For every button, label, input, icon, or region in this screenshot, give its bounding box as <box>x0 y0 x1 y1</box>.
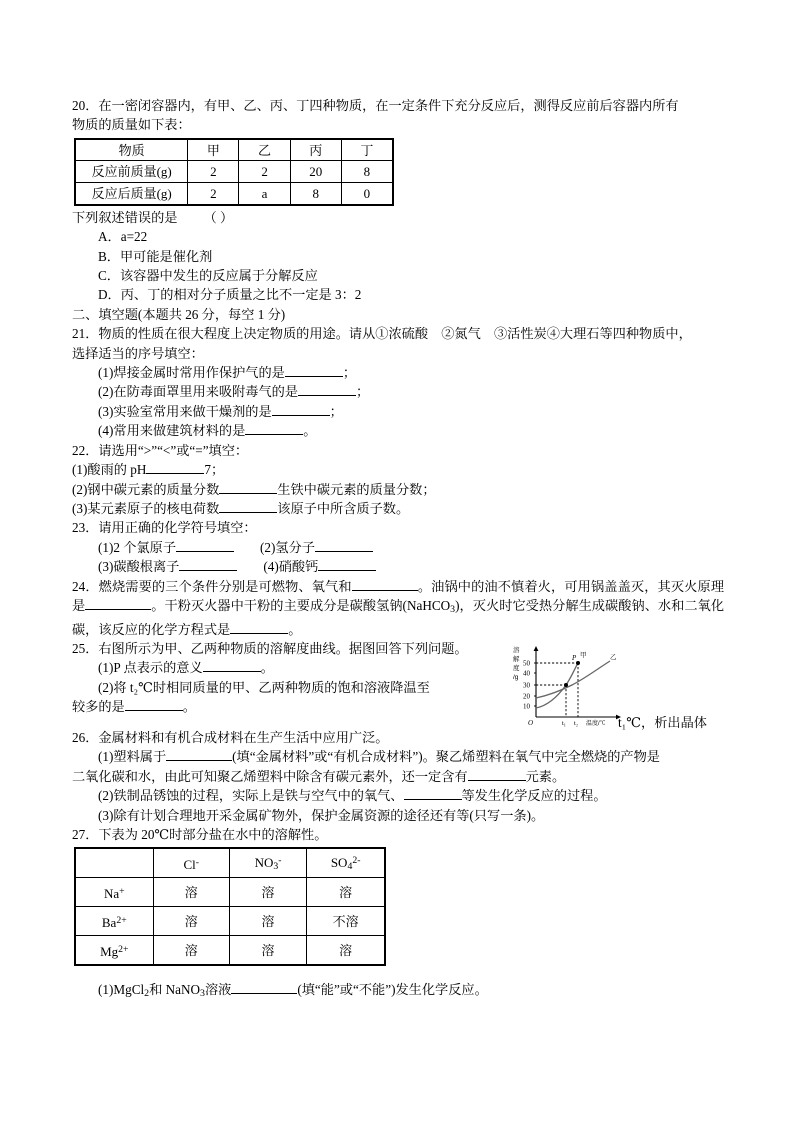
q22-item-2 <box>72 480 724 499</box>
q20-row1-bing: 8 <box>290 183 341 205</box>
q21-item-4 <box>72 421 724 440</box>
solubility-chart-svg <box>510 641 632 727</box>
table-row <box>75 936 385 966</box>
q24-seg6: 和二氧化碳，该反应的化学方程式是 <box>72 597 725 637</box>
q27-cell-1-1: 溶 <box>229 907 306 936</box>
q20-header-bing: 丙 <box>290 139 341 161</box>
q21-item-3-post: ； <box>329 403 343 419</box>
q23-stem: 23．请用正确的化学符号填空： <box>72 520 257 536</box>
table-row <box>75 848 385 878</box>
q27-cell-0-2: 溶 <box>307 878 385 907</box>
y-axis-label-char-3: /g <box>513 673 519 681</box>
q25-item-2-post: 。 <box>182 699 196 715</box>
q20-prompt: 下列叙述错误的是 <box>72 209 178 225</box>
point-p-label: P <box>572 653 577 662</box>
q23-row-2 <box>72 557 724 576</box>
q27-row-0-ion <box>75 878 153 907</box>
x-tick-t2: t₂ <box>574 719 579 727</box>
q21-item-2-blank[interactable] <box>298 395 356 396</box>
q23-item-2-label: (2)氢分子 <box>260 539 315 555</box>
q20-row1-label: 反应后质量(g) <box>75 183 188 205</box>
q24-seg1: 24．燃烧需要的三个条件分别是可燃物、氧气和 <box>72 578 352 594</box>
q25-item-2-line2-text: 较多的是 <box>72 699 125 715</box>
q27-nano3-sub: 3 <box>200 988 205 1000</box>
q27-cell-1-2: 不溶 <box>307 907 385 936</box>
q22-item-1-text: (1)酸雨的 pH <box>72 462 147 478</box>
q27-col-header-no3-sub: 3 <box>273 860 279 872</box>
q26-item-2-post: 等发生化学反应的过程。 <box>461 788 607 804</box>
question-24 <box>72 577 724 639</box>
q21-item-4-post: 。 <box>303 423 317 439</box>
q27-row-0-ion-text: Na <box>103 885 120 901</box>
y-tick-20: 20 <box>523 692 530 701</box>
question-23 <box>72 518 724 576</box>
q20-row0-ding: 8 <box>341 161 393 183</box>
q27-col-header-so4-text: SO <box>330 854 348 870</box>
q23-item-3-blank[interactable] <box>179 570 237 571</box>
q27-mgcl2-sub: 2 <box>144 988 150 1000</box>
q21-item-3 <box>72 402 724 421</box>
q21-item-2 <box>72 382 724 401</box>
q27-cell-0-0: 溶 <box>153 878 229 907</box>
q25-item-2-blank[interactable] <box>125 710 183 711</box>
q24-seg7: 。 <box>288 621 302 637</box>
q27-cell-0-1: 溶 <box>229 878 306 907</box>
q22-item-3-text: (3)某元素原子的核电荷数 <box>72 500 220 516</box>
q20-stem-line1: 20．在一密闭容器内，有甲、乙、丙、丁四种物质，在一定条件下充分反应后，测得反应前后容器内所有 <box>72 98 679 113</box>
table-row <box>75 161 393 183</box>
q27-col-header-cl-sup: - <box>195 856 199 868</box>
question-20 <box>72 96 724 305</box>
q23-item-2-blank[interactable] <box>315 551 373 552</box>
q21-item-3-blank[interactable] <box>272 415 330 416</box>
q21-item-3-text: (3)实验室常用来做干燥剂的是 <box>98 403 272 419</box>
q27-row-2-ion-text: Mg <box>100 943 119 959</box>
q23-item-3-label: (3)碳酸根离子 <box>98 559 180 575</box>
q27-col-header-no3 <box>229 848 306 878</box>
q27-col-header-so4-sub: 4 <box>347 860 353 872</box>
q25-item-1-text: (1)P 点表示的意义 <box>98 660 203 676</box>
q27-row-1-ion-sup: 2+ <box>116 914 127 926</box>
q27-col-header-no3-text: NO <box>254 854 274 870</box>
y-tick-30: 30 <box>523 681 530 690</box>
q27-item-1-blank[interactable] <box>231 993 297 994</box>
q24-blank-2[interactable] <box>85 609 151 610</box>
q27-row-2-ion-sup: 2+ <box>118 943 129 955</box>
q20-mass-table <box>74 138 394 206</box>
q20-row0-bing: 20 <box>290 161 341 183</box>
q23-item-4-blank[interactable] <box>318 570 376 571</box>
q24-blank-1[interactable] <box>352 590 418 591</box>
y-tick-50: 50 <box>523 659 530 668</box>
q26-item-1-blank[interactable] <box>166 760 232 761</box>
q24-seg4: 。干粉灭火器中干粉的主要成分是碳酸氢钠(NaHCO <box>151 597 451 613</box>
q21-item-4-blank[interactable] <box>245 434 303 435</box>
q27-stem: 27．下表为 20℃时部分盐在水中的溶解性。 <box>72 826 328 842</box>
q20-header-yi: 乙 <box>239 139 290 161</box>
q27-cell-2-1: 溶 <box>229 936 306 966</box>
q26-item-2-pre: (2)铁制品锈蚀的过程，实际上是铁与空气中的氧气、 <box>98 788 404 804</box>
q27-col-header-so4 <box>307 848 385 878</box>
solubility-curve-chart <box>510 641 632 727</box>
q27-col-header-cl <box>153 848 229 878</box>
q21-item-4-text: (4)常用来做建筑材料的是 <box>98 423 246 439</box>
q22-item-3-post: 该原子中所含质子数。 <box>277 500 410 516</box>
q27-item-1-mid1: 和 NaNO <box>149 982 201 998</box>
question-27 <box>72 825 724 1004</box>
q26-item-1-line2 <box>72 767 724 786</box>
q27-col-header-no3-sup: - <box>278 854 282 866</box>
question-26 <box>72 728 724 825</box>
q20-row1-yi: a <box>239 183 290 205</box>
q27-cell-2-0: 溶 <box>153 936 229 966</box>
q21-item-1-text: (1)焊接金属时常用作保护气的是 <box>98 365 285 381</box>
q20-prompt-line <box>72 208 724 227</box>
q27-col-header-cl-text: Cl <box>183 856 196 872</box>
q22-item-2-blank[interactable] <box>219 493 277 494</box>
q26-item-1-line2-pre: 二氧化碳和水，由此可知聚乙烯塑料中除含有碳元素外，还一定含有 <box>72 768 468 784</box>
q20-option-c: C．该容器中发生的反应属于分解反应 <box>98 268 318 284</box>
q21-stem-line1: 21．物质的性质在很大程度上决定物质的用途。请从①浓硫酸 ②氮气 ③活性炭④大理石等四种物质中， <box>72 326 692 342</box>
exam-page <box>72 96 724 1004</box>
q22-stem: 22．请选用“>”“<”或“=”填空： <box>72 442 249 458</box>
y-tick-40: 40 <box>523 669 530 678</box>
table-row <box>75 139 393 161</box>
curve-label-jia: 甲 <box>580 651 587 659</box>
q27-row-1-ion-text: Ba <box>101 914 117 930</box>
q27-row-1-ion <box>75 907 153 936</box>
section-2-heading: 二、填空题(本题共 26 分，每空 1 分) <box>72 306 286 322</box>
q20-header-ding: 丁 <box>341 139 393 161</box>
q26-item-2 <box>72 786 724 805</box>
q21-item-1-blank[interactable] <box>285 376 343 377</box>
q22-item-1 <box>72 460 724 479</box>
q27-col-header-so4-sup: 2- <box>352 854 361 866</box>
table-row <box>75 878 385 907</box>
curve-yi <box>536 661 610 698</box>
x-tick-t1: t₁ <box>562 719 567 727</box>
q26-item-3: (3)除有计划合理地开采金属矿物外，保护金属资源的途径还有等(只写一条)。 <box>98 807 545 823</box>
q27-item-1 <box>72 980 724 1004</box>
q21-item-2-post: ； <box>356 384 370 400</box>
q26-item-1-pre: (1)塑料属于 <box>98 749 167 765</box>
q20-header-substance: 物质 <box>75 139 188 161</box>
q21-item-1 <box>72 363 724 382</box>
q25-item-1-blank[interactable] <box>203 671 261 672</box>
q27-corner-cell <box>75 848 153 878</box>
q23-item-4-label: (4)硝酸钙 <box>263 559 319 575</box>
q27-cell-1-0: 溶 <box>153 907 229 936</box>
q23-row-1 <box>72 538 724 557</box>
q25-stem: 25．右图所示为甲、乙两种物质的溶解度曲线。据图回答下列问题。 <box>72 640 468 656</box>
question-22 <box>72 441 724 519</box>
q26-item-2-blank[interactable] <box>404 799 462 800</box>
q20-row1-jia: 2 <box>188 183 239 205</box>
q27-item-1-post: (填“能”或“不能”)发生化学反应。 <box>297 982 488 998</box>
q22-item-1-blank[interactable] <box>146 473 204 474</box>
q24-nahco3-subscript: 3 <box>450 604 456 616</box>
q20-answer-bracket: （ ） <box>203 209 234 225</box>
y-axis-arrow <box>534 646 539 651</box>
y-axis-label-char-0: 溶 <box>513 646 520 654</box>
origin-label: O <box>528 718 534 727</box>
q27-row-0-ion-sup: + <box>119 885 125 897</box>
q20-header-jia: 甲 <box>188 139 239 161</box>
q20-row0-yi: 2 <box>239 161 290 183</box>
point-p <box>576 661 580 665</box>
y-axis-label-char-1: 解 <box>513 655 520 663</box>
y-tick-10: 10 <box>523 702 530 711</box>
q22-item-3-blank[interactable] <box>219 512 277 513</box>
q20-row0-jia: 2 <box>188 161 239 183</box>
table-row <box>75 907 385 936</box>
q26-item-1-line1 <box>72 747 724 766</box>
q22-item-2-post: 生铁中碳元素的质量分数； <box>277 481 436 497</box>
q22-item-1-post: 7； <box>204 462 225 478</box>
q26-item-1-mid: (填“金属材料”或“有机合成材料”)。聚乙烯塑料在氧气中完全燃烧的产物是 <box>232 749 660 765</box>
q21-stem-line2: 选择适当的序号填空： <box>72 345 204 361</box>
q23-item-1-blank[interactable] <box>176 551 234 552</box>
y-axis-label-char-2: 度 <box>513 664 520 672</box>
q20-option-a: A．a=22 <box>98 229 148 245</box>
q23-item-1-label: (1)2 个氯原子 <box>98 539 177 555</box>
q20-row0-label: 反应前质量(g) <box>75 161 188 183</box>
q26-item-1-blank-2[interactable] <box>468 780 526 781</box>
q25-item-1-post: 。 <box>260 660 274 676</box>
q27-item-1-pre: (1)MgCl <box>98 982 145 998</box>
q22-item-3 <box>72 499 724 518</box>
intersection-point <box>564 683 568 687</box>
q25-item-2-text: (2)将 t₂℃时相同质量的甲、乙两种物质的饱和溶液降温至 <box>98 679 430 695</box>
q21-item-2-text: (2)在防毒面罩里用来吸附毒气的是 <box>98 384 299 400</box>
q27-solubility-table <box>74 847 386 966</box>
q20-row1-ding: 0 <box>341 183 393 205</box>
q27-cell-2-2: 溶 <box>307 936 385 966</box>
q26-item-1-line2-post: 元素。 <box>525 768 566 784</box>
q20-option-b: B．甲可能是催化剂 <box>98 248 213 264</box>
q22-item-2-text: (2)钢中碳元素的质量分数 <box>72 481 220 497</box>
x-axis-label: 温度/℃ <box>586 720 606 727</box>
question-21 <box>72 324 724 440</box>
q24-seg2: 。油锅中的油不慎着火，可用锅盖盖灭，其灭火 <box>417 578 698 594</box>
table-row <box>75 183 393 205</box>
curve-label-yi: 乙 <box>610 653 617 661</box>
q20-option-d: D．丙、丁的相对分子质量之比不一定是 3：2 <box>98 287 362 303</box>
q26-stem: 26．金属材料和有机合成材料在生产生活中应用广泛。 <box>72 729 389 745</box>
q27-row-2-ion <box>75 936 153 966</box>
q21-item-1-post: ； <box>342 365 357 381</box>
q27-item-1-mid2: 溶液 <box>204 982 232 998</box>
q24-seg3: 原理是 <box>72 578 725 613</box>
q20-stem-line2: 物质的质量如下表： <box>72 117 191 133</box>
q24-seg5: )，灭火时它受热分解生成碳酸钠、水 <box>455 597 672 613</box>
q25-item-2-tail: t₁℃，析出晶体 <box>618 715 707 730</box>
q24-blank-3[interactable] <box>230 633 288 634</box>
